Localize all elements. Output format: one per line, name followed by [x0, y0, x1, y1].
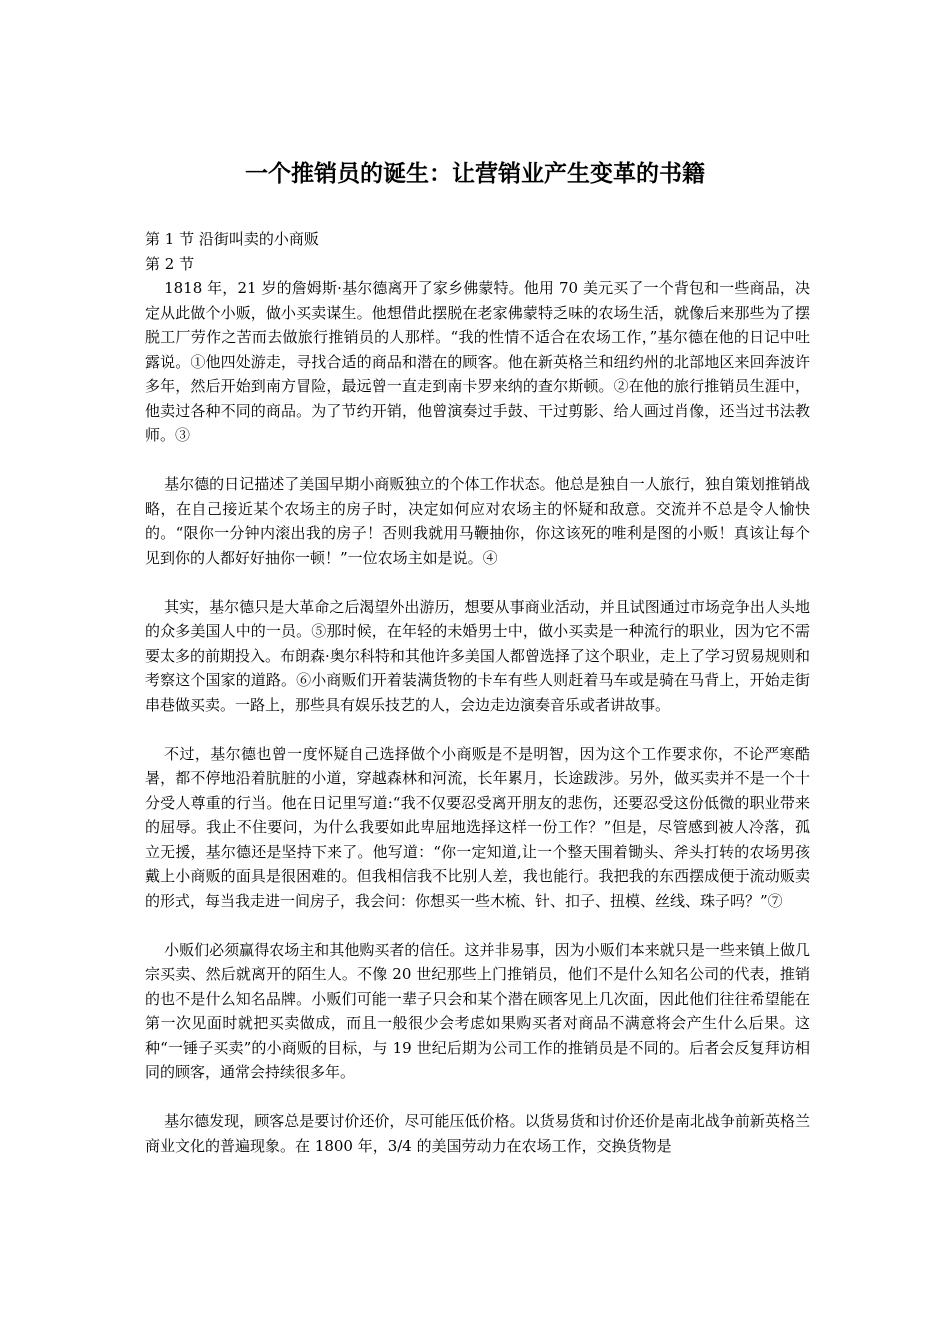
section-heading-1: 第 1 节 沿街叫卖的小商贩	[145, 230, 319, 248]
paragraph: 基尔德的日记描述了美国早期小商贩独立的个体工作状态。他总是独自一人旅行，独自策划推销战略，在自己接近某个农场主的房子时，决定如何应对农场主的怀疑和敌意。交流并不总是令人愉快的。“限你一分钟内滚出我的房子！否则我就用马鞭抽你，你这该死的唯利是图的小贩！真该让每个见到你的人都好好抽你一顿！”一位农场主如是说。④	[145, 475, 810, 567]
paragraph: 其实，基尔德只是大革命之后渴望外出游历，想要从事商业活动，并且试图通过市场竞争出人头地的众多美国人中的一员。⑤那时候，在年轻的未婚男士中，做小买卖是一种流行的职业，因为它不需要太多的前期投入。布朗森·奥尔科特和其他许多美国人都曾选择了这个职业，走上了学习贸易规则和考察这个国家的道路。⑥小商贩们开着装满货物的卡车有些人则赶着马车或是骑在马背上，开始走街串巷做买卖。一路上，那些具有娱乐技艺的人，会边走边演奏音乐或者讲故事。	[145, 597, 810, 714]
paragraph: 不过，基尔德也曾一度怀疑自己选择做个小商贩是不是明智，因为这个工作要求你，不论严寒酷暑，都不停地沿着肮脏的小道，穿越森林和河流，长年累月，长途跋涉。另外，做买卖并不是一个十分受人尊重的行当。他在日记里写道:“我不仅要忍受离开朋友的悲伤，还要忍受这份低微的职业带来的屈辱。我止不住要问，为什么我要如此卑屈地选择这样一份工作？”但是，尽管感到被人冷落，孤立无援，基尔德还是坚持下来了。他写道：“你一定知道,让一个整天围着锄头、斧头打转的农场男孩戴上小商贩的面具是很困难的。但我相信我不比别人差，我也能行。我把我的东西摆成便于流动贩卖的形式，每当我走进一间房子，我会问：你想买一些木梳、针、扣子、扭模、丝线、珠子吗？”⑦	[145, 744, 810, 910]
page-title: 一个推销员的诞生：让营销业产生变革的书籍	[245, 160, 705, 187]
section-heading-2: 第 2 节	[145, 254, 195, 273]
paragraph: 小贩们必须赢得农场主和其他购买者的信任。这并非易事，因为小贩们本来就只是一些来镇上做几宗买卖、然后就离开的陌生人。不像 20 世纪那些上门推销员，他们不是什么知名公司的代表，推销的也不是什么知名品牌。小贩们可能一辈子只会和某个潜在顾客见上几次面，因此他们往往希望能在第一次见面时就把买卖做成，而且一般很少会考虑如果购买者对商品不满意将会产生什么后果。这种“一锤子买卖”的小商贩的目标，与 19 世纪后期为公司工作的推销员是不同的。后者会反复拜访相同的顾客，通常会持续很多年。	[145, 940, 810, 1081]
paragraph: 1818 年，21 岁的詹姆斯·基尔德离开了家乡佛蒙特。他用 70 美元买了一个背包和一些商品，决定从此做个小贩，做小买卖谋生。他想借此摆脱在老家佛蒙特乏味的农场生活，就像后来那些为了摆脱工厂劳作之苦而去做旅行推销员的人那样。“我的性情不适合在农场工作，”基尔德在他的日记中吐露说。①他四处游走，寻找合适的商品和潜在的顾客。他在新英格兰和纽约州的北部地区来回奔波许多年，然后开始到南方冒险，最远曾一直走到南卡罗来纳的查尔斯顿。②在他的旅行推销员生涯中，他卖过各种不同的商品。为了节约开销，他曾演奏过手鼓、干过剪影、给人画过肖像，还当过书法教师。③	[145, 279, 810, 444]
paragraph: 基尔德发现，顾客总是要讨价还价，尽可能压低价格。以货易货和讨价还价是南北战争前新英格兰商业文化的普遍现象。在 1800 年，3/4 的美国劳动力在农场工作，交换货物是	[145, 1112, 810, 1155]
document-body	[145, 227, 810, 1183]
